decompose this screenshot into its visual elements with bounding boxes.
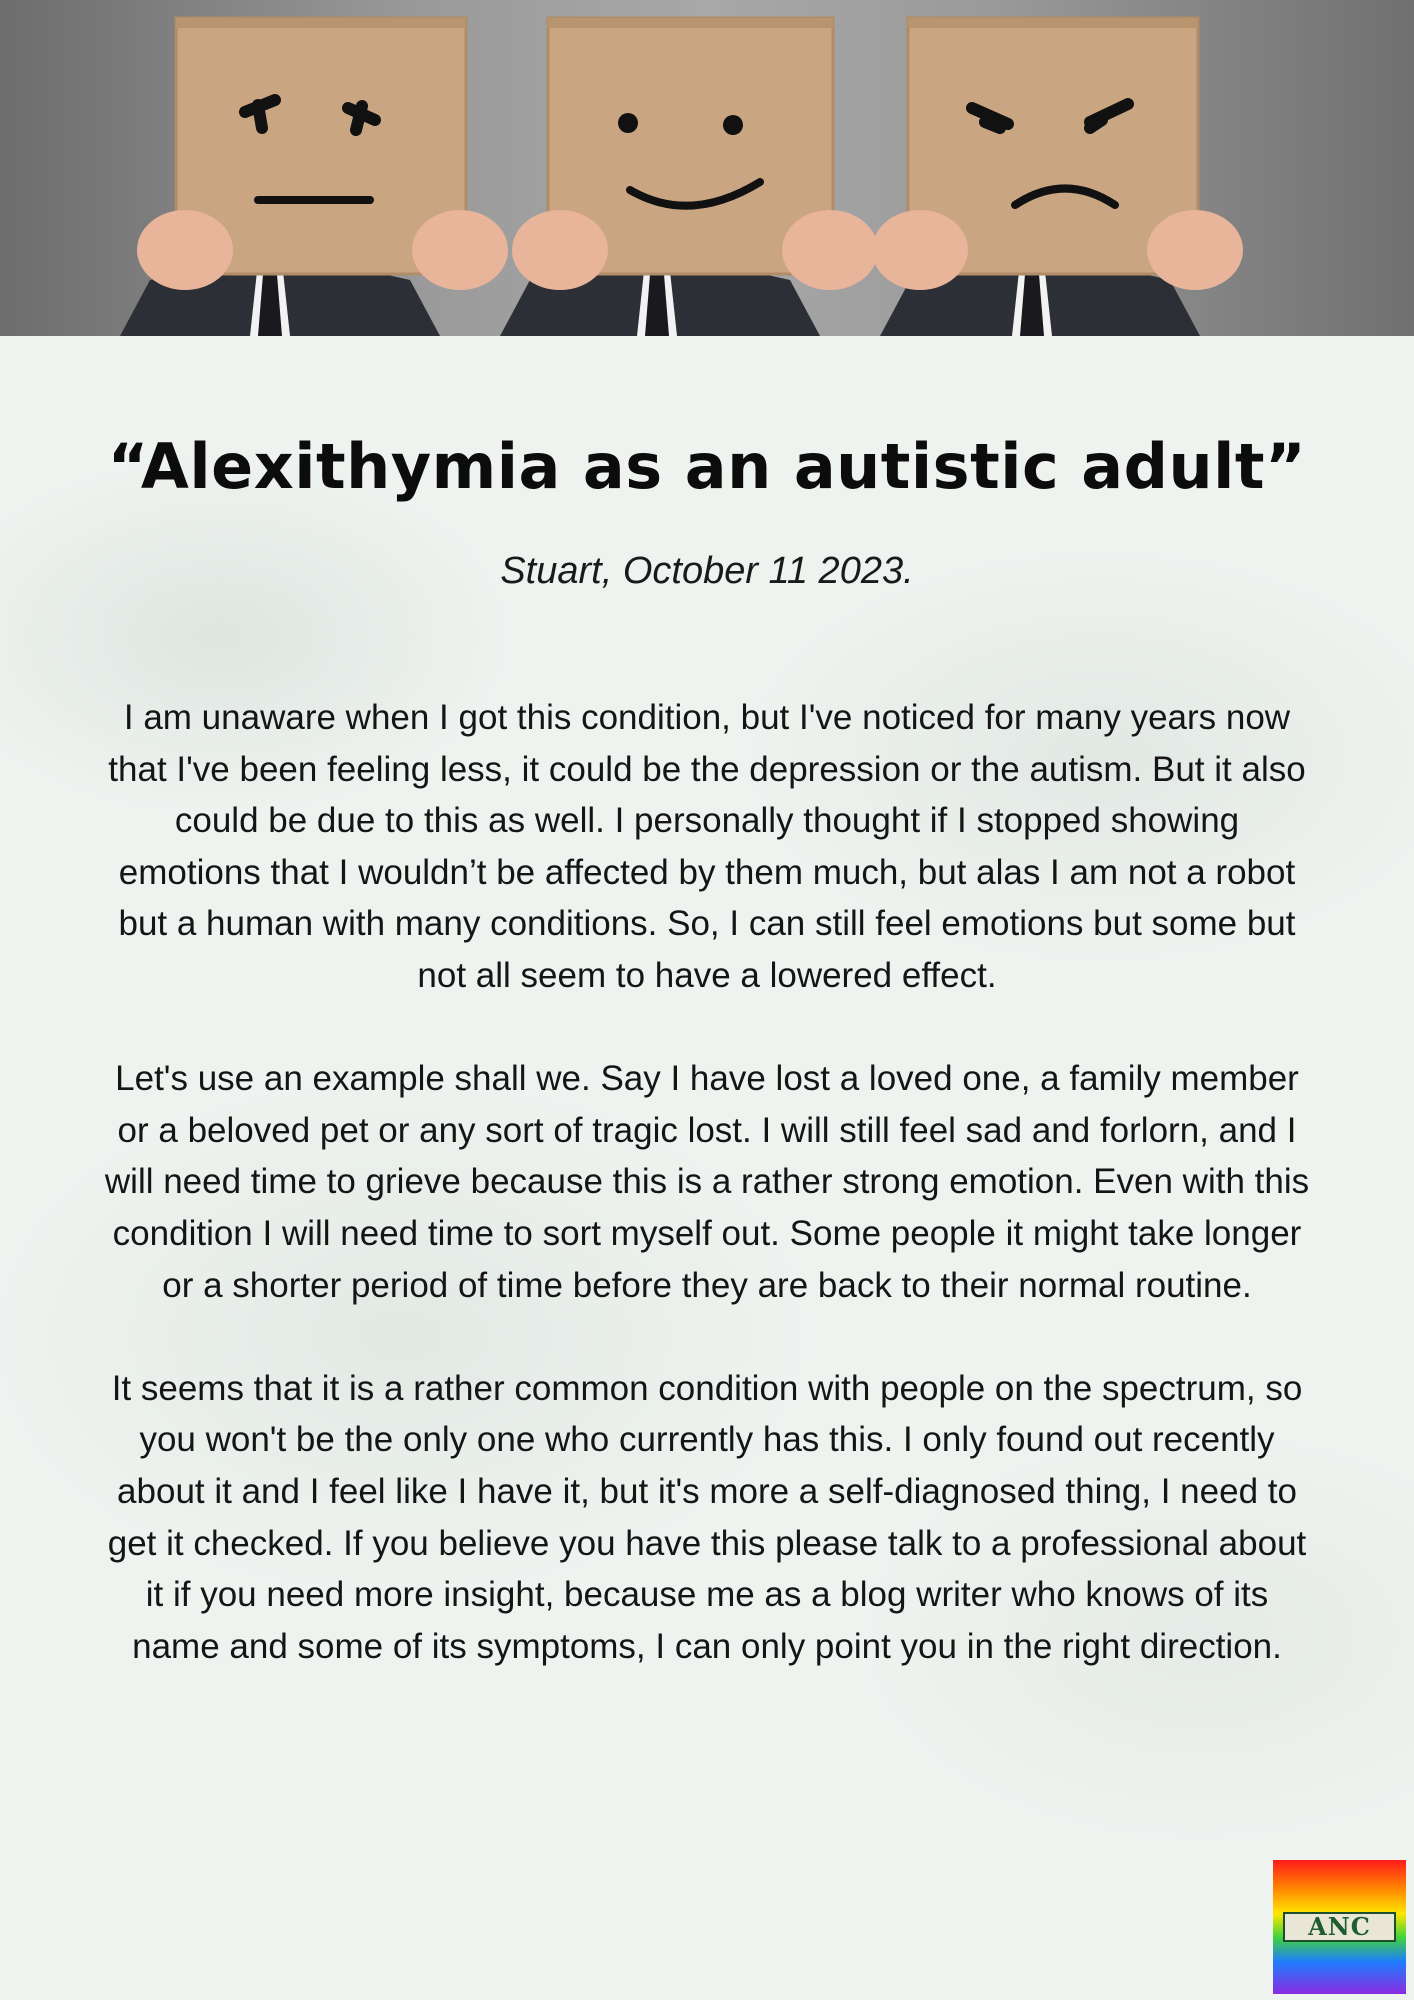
figure-angry [872, 18, 1243, 336]
figure-neutral [120, 18, 508, 336]
paragraph-2: Let's use an example shall we. Say I have lost a loved one, a family member or a beloved pet or any sort of tragic lost. I will still feel sad and forlorn, and I will need time to grieve because this is a rather strong emotion. Even with this condition I will need time to sort myself out. Some people it might take longer or a shorter period of time before they are back to their normal routine. [104, 1059, 1310, 1305]
figure-smiling [500, 18, 878, 336]
header-photo [0, 0, 1414, 336]
paragraph-3: It seems that it is a rather common condition with people on the spectrum, so you won't be the only one who currently has this. I only found out recently about it and I feel like I have it, but it's more a self-diagnosed thing, I need to get it checked. If you believe you have this please talk to a professional about it if you need more insight, because me as a blog writer who knows of its name and some of its symptoms, I can only point you in the right direction. [107, 1368, 1307, 1666]
logo-label: ANC [1283, 1912, 1396, 1942]
anc-rainbow-logo [1273, 1860, 1406, 1994]
paragraph-1: I am unaware when I got this condition, but I've noticed for many years now that I've been feeling less, it could be the depression or the autism. But it also could be due to this as well. I personally thought if I stopped showing emotions that I wouldn’t be affected by them much, but alas I am not a robot but a human with many conditions. So, I can still feel emotions but some but not all seem to have a lowered effect. [108, 698, 1306, 995]
page-title: “Alexithymia as an autistic adult” [107, 430, 1307, 503]
author-date-byline: Stuart, October 11 2023. [500, 550, 914, 592]
article-body [100, 692, 1314, 1724]
three-box-faces-illustration [0, 0, 1414, 336]
